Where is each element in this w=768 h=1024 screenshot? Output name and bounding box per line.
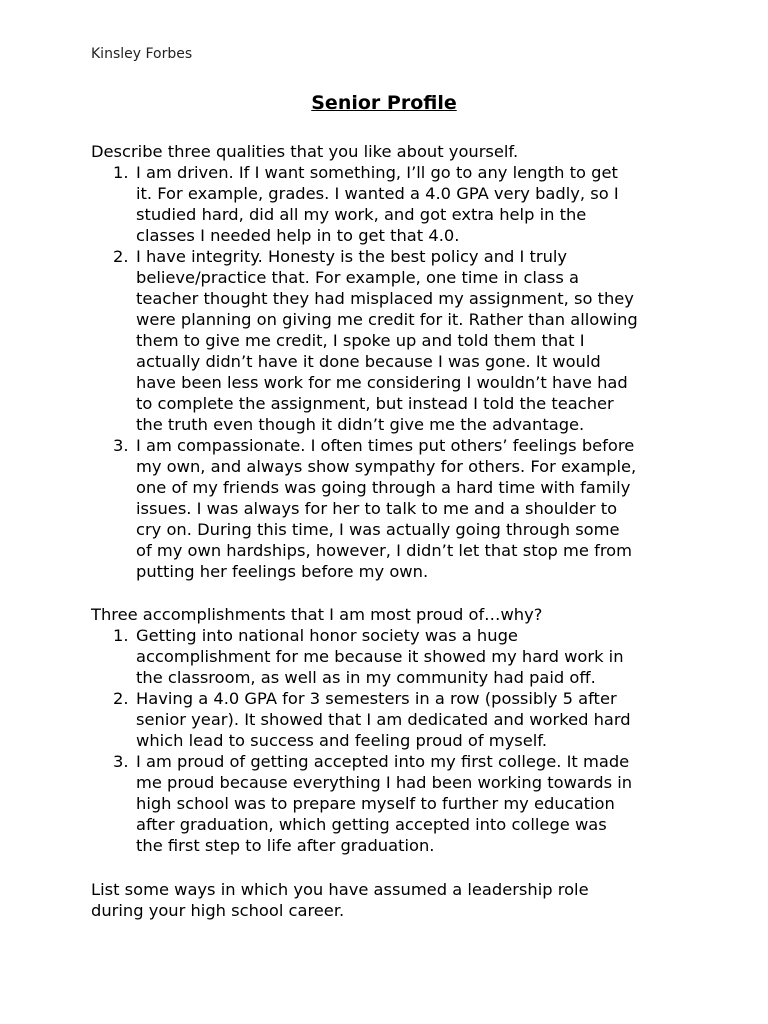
answer-line: senior year). It showed that I am dedicated and worked hard [136,710,631,729]
answer-line: cry on. During this time, I was actually going through some [136,520,620,539]
answer-line: I have integrity. Honesty is the best policy and I truly [136,247,568,266]
answer-line: Having a 4.0 GPA for 3 semesters in a row (possibly 5 after [136,689,617,708]
answer-line: one of my friends was going through a hard time with family [136,478,631,497]
answer-line: believe/practice that. For example, one time in class a [136,268,580,287]
list-item [91,688,691,751]
page-title: Senior Profile [311,92,457,114]
answer-line: actually didn’t have it done because I was gone. It would [136,352,601,371]
answer-line: which lead to success and feeling proud of myself. [136,731,548,750]
answer-line: the classroom, as well as in my community had paid off. [136,668,596,687]
list-number: 1. [113,163,129,182]
author-name: Kinsley Forbes [91,46,193,62]
answer-line: studied hard, did all my work, and got extra help in the [136,205,587,224]
list-number: 3. [113,436,129,455]
question-2-answers [91,625,691,856]
list-item [91,751,691,856]
question-1-prompt: Describe three qualities that you like about yourself. [91,142,519,161]
list-number: 3. [113,752,129,771]
answer-line: I am compassionate. I often times put others’ feelings before [136,436,635,455]
answer-line: Getting into national honor society was a huge [136,626,518,645]
answer-line: issues. I was always for her to talk to me and a shoulder to [136,499,618,518]
answer-line: were planning on giving me credit for it. Rather than allowing [136,310,638,329]
prompt-line: List some ways in which you have assumed a leadership role [91,880,589,899]
list-item [91,162,691,246]
answer-line: me proud because everything I had been working towards in [136,773,633,792]
answer-line: them to give me credit, I spoke up and told them that I [136,331,585,350]
answer-line: accomplishment for me because it showed my hard work in [136,647,624,666]
question-3-prompt [91,879,691,921]
answer-line: I am driven. If I want something, I’ll go to any length to get [136,163,618,182]
list-number: 2. [113,689,129,708]
answer-line: the truth even though it didn’t give me the advantage. [136,415,585,434]
list-number: 2. [113,247,129,266]
answer-line: after graduation, which getting accepted into college was [136,815,607,834]
list-item [91,246,691,435]
list-number: 1. [113,626,129,645]
answer-line: my own, and always show sympathy for others. For example, [136,457,637,476]
answer-line: of my own hardships, however, I didn’t let that stop me from [136,541,632,560]
answer-line: teacher thought they had misplaced my assignment, so they [136,289,634,308]
answer-line: high school was to prepare myself to further my education [136,794,615,813]
answer-line: it. For example, grades. I wanted a 4.0 GPA very badly, so I [136,184,619,203]
question-1-answers [91,162,691,582]
list-item [91,625,691,688]
list-item [91,435,691,582]
answer-line: I am proud of getting accepted into my first college. It made [136,752,630,771]
answer-line: have been less work for me considering I wouldn’t have had [136,373,628,392]
question-2-prompt: Three accomplishments that I am most proud of…why? [91,605,543,624]
answer-line: putting her feelings before my own. [136,562,429,581]
answer-line: classes I needed help in to get that 4.0. [136,226,460,245]
prompt-line: during your high school career. [91,901,345,920]
answer-line: the first step to life after graduation. [136,836,435,855]
answer-line: to complete the assignment, but instead I told the teacher [136,394,614,413]
